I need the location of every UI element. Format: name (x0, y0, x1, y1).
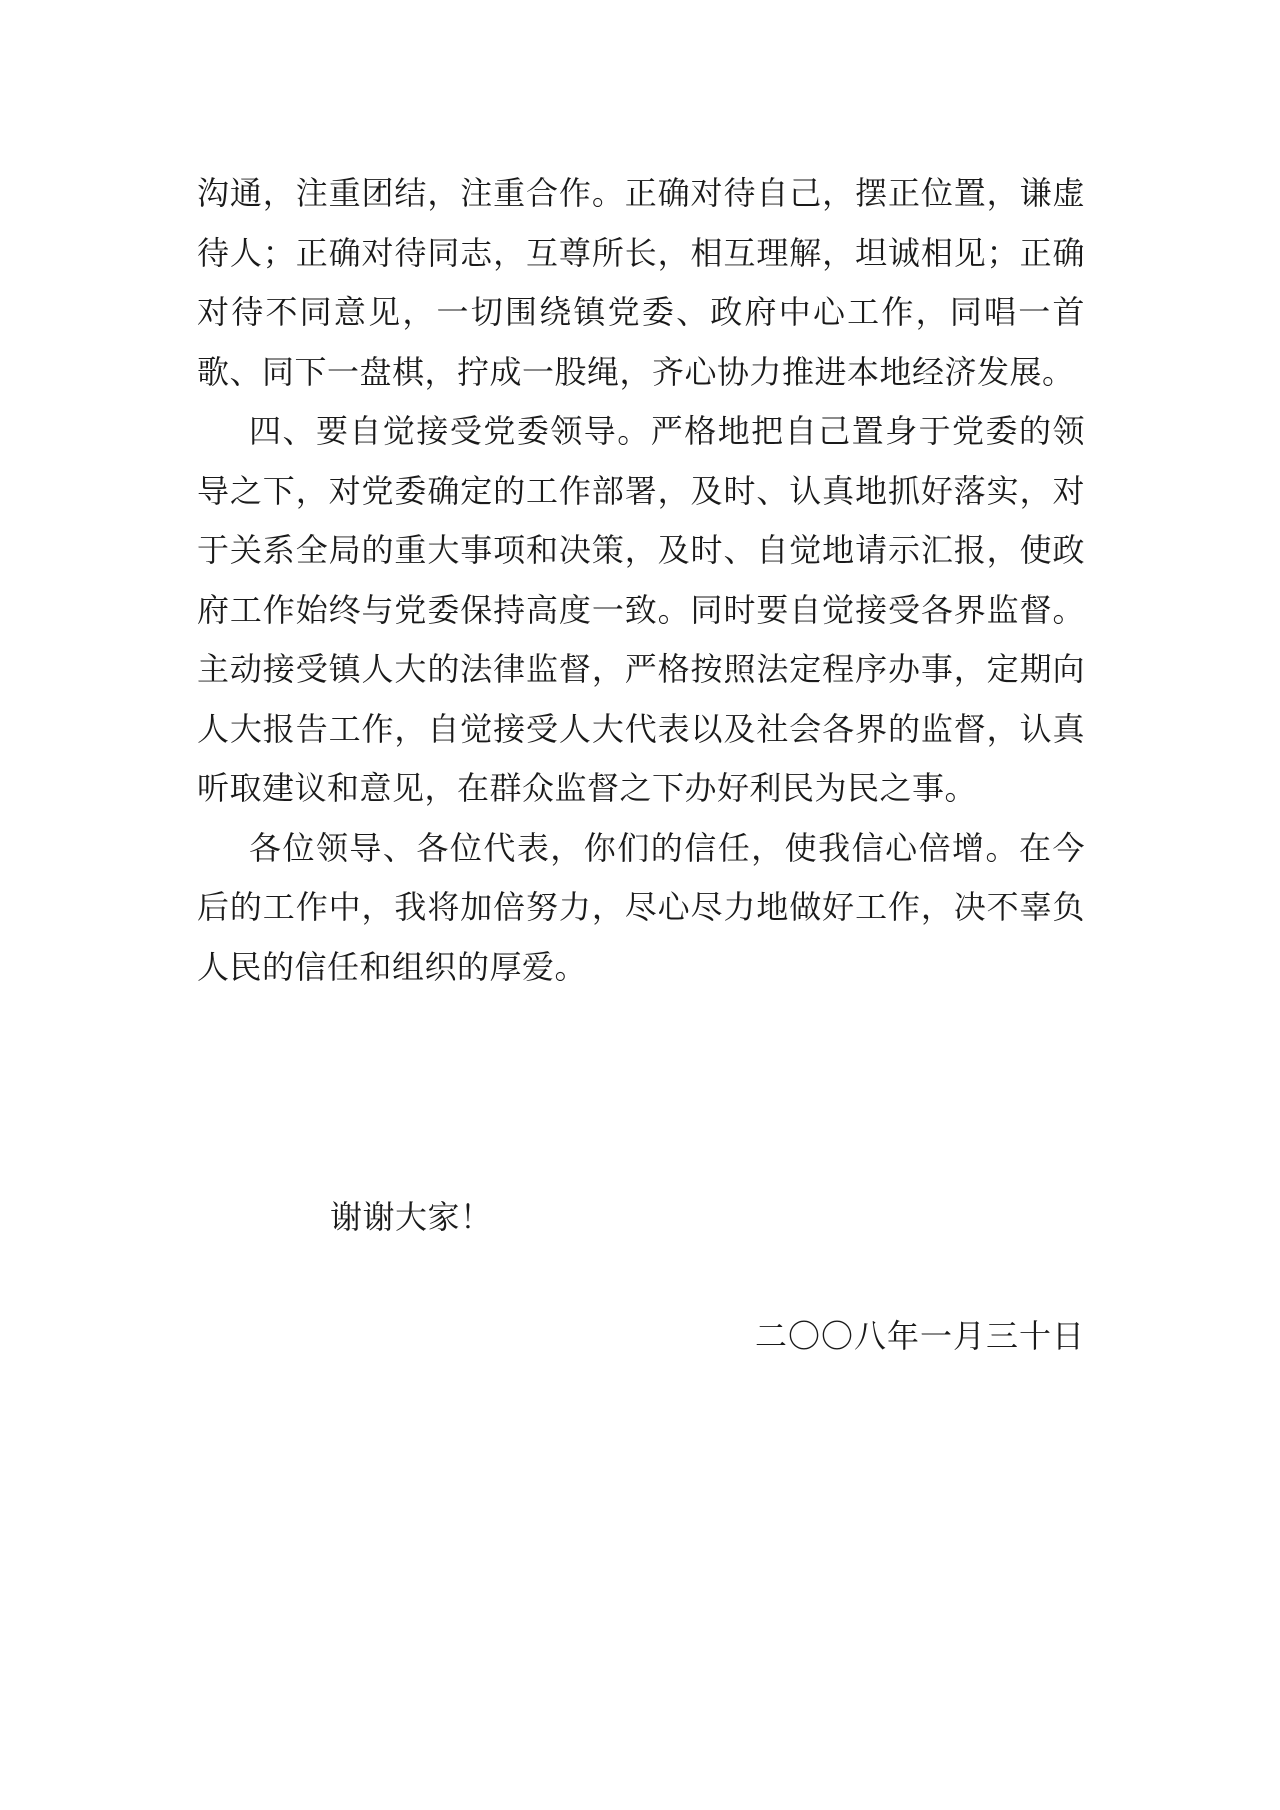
document-body (197, 164, 1085, 997)
thanks-line: 谢谢大家！ (330, 1198, 493, 1236)
document-date: 二〇〇八年一月三十日 (754, 1317, 1085, 1355)
paragraph-closing-remarks: 各位领导、各位代表，你们的信任，使我信心倍增。在今后的工作中，我将加倍努力，尽心尽力地做好工作，决不辜负人民的信任和组织的厚爱。 (197, 828, 1085, 986)
paragraph-section-four: 四、要自觉接受党委领导。严格地把自己置身于党委的领导之下，对党委确定的工作部署，及时、认真地抓好落实，对于关系全局的重大事项和决策，及时、自觉地请示汇报，使政府工作始终与党委保持高度一致。同时要自觉接受各界监督。主动接受镇人大的法律监督，严格按照法定程序办事，定期向人大报告工作，自觉接受人大代表以及社会各界的监督，认真听取建议和意见，在群众监督之下办好利民为民之事。 (197, 412, 1085, 807)
paragraph-continuation: 沟通，注重团结，注重合作。正确对待自己，摆正位置，谦虚待人；正确对待同志，互尊所长，相互理解，坦诚相见；正确对待不同意见，一切围绕镇党委、政府中心工作，同唱一首歌、同下一盘棋，拧成一股绳，齐心协力推进本地经济发展。 (197, 174, 1085, 391)
